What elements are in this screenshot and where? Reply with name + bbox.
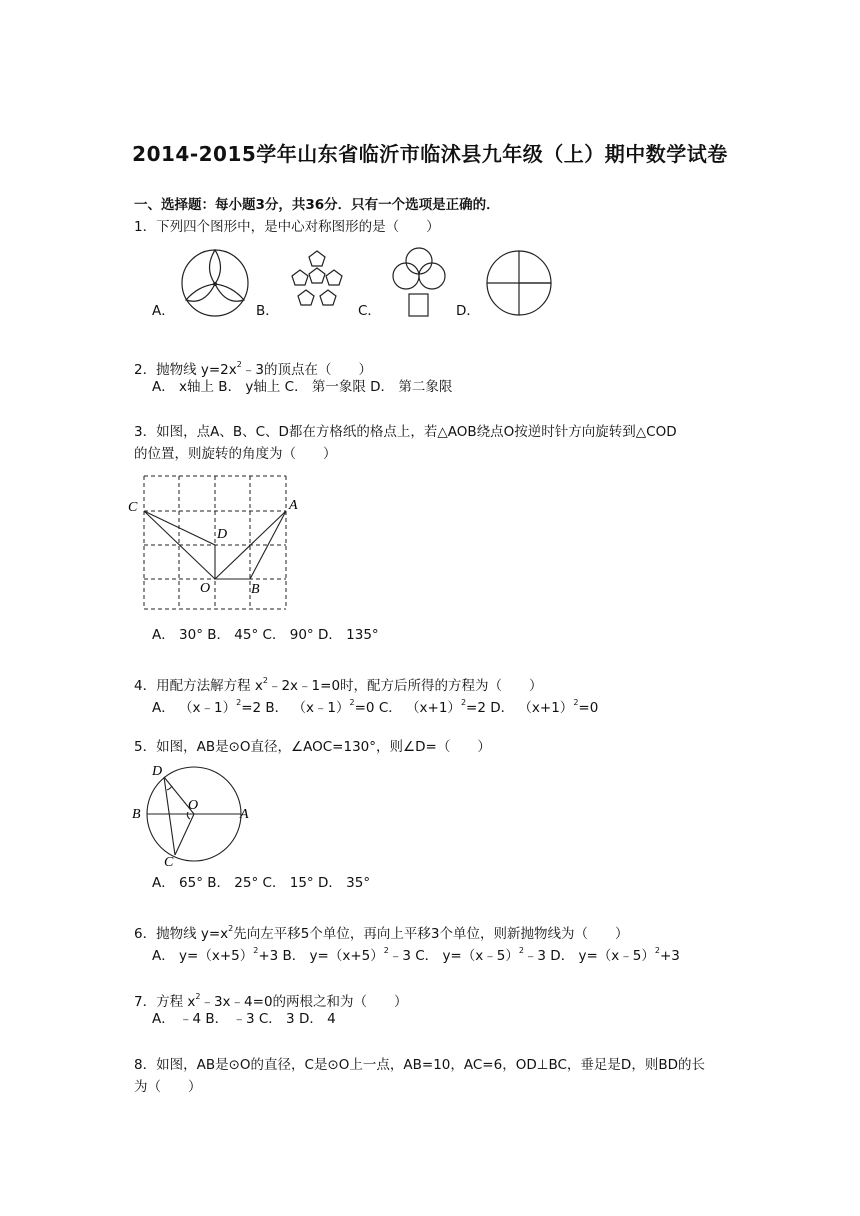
q3-label-o: O	[200, 581, 211, 596]
q3-label-a: A	[289, 498, 298, 513]
q4-opt-part2: =2 B． （x﹣1）	[241, 700, 350, 716]
q4-superscript: 2	[262, 676, 268, 685]
q1-figure-c	[384, 246, 456, 322]
q4-opt-part3: =0 C． （x+1）	[354, 700, 461, 716]
q6-opt-sup3: 2	[518, 946, 524, 955]
q4-opt-sup3: 2	[460, 698, 467, 707]
q6-stem-a: 6．抛物线 y=x	[134, 926, 229, 942]
question-3-stem-line2: 的位置，则旋转的角度为（ ）	[134, 446, 337, 462]
q6-opt-part5: +3	[659, 948, 680, 964]
question-2-options: A． x轴上 B． y轴上 C． 第一象限 D． 第二象限	[152, 379, 453, 395]
question-3-stem-line1: 3．如图，点A、B、C、D都在方格纸的格点上，若△AOB绕点O按逆时针方向旋转到△COD	[134, 424, 677, 440]
section-heading: 一、选择题：每小题3分，共36分．只有一个选项是正确的．	[134, 197, 500, 213]
question-2-stem	[134, 356, 372, 379]
q6-opt-sup4: 2	[654, 946, 660, 955]
q5-label-b: B	[132, 807, 141, 822]
q2-stem-a: 2．抛物线 y=2x	[134, 362, 237, 378]
q4-stem-a: 4．用配方法解方程 x	[134, 678, 263, 694]
q2-superscript: 2	[236, 360, 242, 369]
question-8-stem-line2: 为（ ）	[134, 1079, 202, 1095]
q1-option-a-label: A．	[152, 303, 175, 319]
q6-opt-part3: ﹣3 C． y=（x﹣5）	[388, 948, 519, 964]
q5-label-a: A	[240, 807, 249, 822]
q4-opt-part4: =2 D． （x+1）	[466, 700, 574, 716]
q4-opt-part5: =0	[578, 700, 599, 716]
q6-opt-part2: +3 B． y=（x+5）	[258, 948, 384, 964]
q7-stem-b: ﹣3x﹣4=0的两根之和为（ ）	[200, 994, 408, 1010]
question-6-options	[152, 942, 680, 965]
q2-stem-b: ﹣3的顶点在（ ）	[241, 362, 372, 378]
q4-opt-sup4: 2	[573, 698, 579, 707]
q5-label-d: D	[152, 764, 163, 779]
q6-superscript: 2	[228, 924, 234, 933]
question-1-stem: 1．下列四个图形中，是中心对称图形的是（ ）	[134, 219, 440, 235]
q1-option-d-label: D．	[456, 303, 480, 319]
q3-label-d: D	[217, 527, 228, 542]
q5-label-o: O	[188, 798, 199, 813]
question-8-stem-line1: 8．如图，AB是⊙O的直径，C是⊙O上一点，AB=10，AC=6，OD⊥BC，垂足是D，则BD的长	[134, 1057, 705, 1073]
question-5-options: A． 65° B． 25° C． 15° D． 35°	[152, 875, 371, 891]
question-7-stem	[134, 988, 408, 1011]
question-3-options: A． 30° B． 45° C． 90° D． 135°	[152, 627, 379, 643]
page-title: 2014-2015学年山东省临沂市临沭县九年级（上）期中数学试卷	[132, 142, 728, 166]
q4-stem-b: ﹣2x﹣1=0时，配方后所得的方程为（ ）	[267, 678, 543, 694]
q3-grid-figure	[126, 472, 306, 614]
q1-option-b-label: B．	[256, 303, 279, 319]
question-7-options: A． ﹣4 B． ﹣3 C． 3 D． 4	[152, 1011, 336, 1027]
q1-figure-a	[180, 248, 252, 320]
q6-stem-b: 先向左平移5个单位，再向上平移3个单位，则新抛物线为（ ）	[233, 926, 629, 942]
question-4-stem	[134, 672, 543, 695]
q3-label-b: B	[251, 582, 260, 597]
q5-label-c: C	[164, 855, 174, 870]
q6-opt-sup2: 2	[383, 946, 389, 955]
q1-option-c-label: C．	[358, 303, 381, 319]
q7-stem-a: 7．方程 x	[134, 994, 196, 1010]
q6-opt-part1: A． y=（x+5）	[152, 948, 254, 964]
question-5-stem: 5．如图，AB是⊙O直径，∠AOC=130°，则∠D=（ ）	[134, 739, 491, 755]
q7-superscript: 2	[195, 992, 201, 1001]
q5-circle-figure	[126, 756, 256, 872]
q1-figure-d	[484, 248, 556, 320]
q6-opt-sup1: 2	[253, 946, 259, 955]
q1-figure-b	[282, 246, 354, 318]
question-6-stem	[134, 920, 628, 943]
question-4-options	[152, 694, 598, 717]
q3-label-c: C	[128, 500, 138, 515]
q4-opt-sup1: 2	[236, 698, 242, 707]
q6-opt-part4: ﹣3 D． y=（x﹣5）	[523, 948, 655, 964]
q4-opt-sup2: 2	[349, 698, 355, 707]
q4-opt-part1: A． （x﹣1）	[152, 700, 237, 716]
